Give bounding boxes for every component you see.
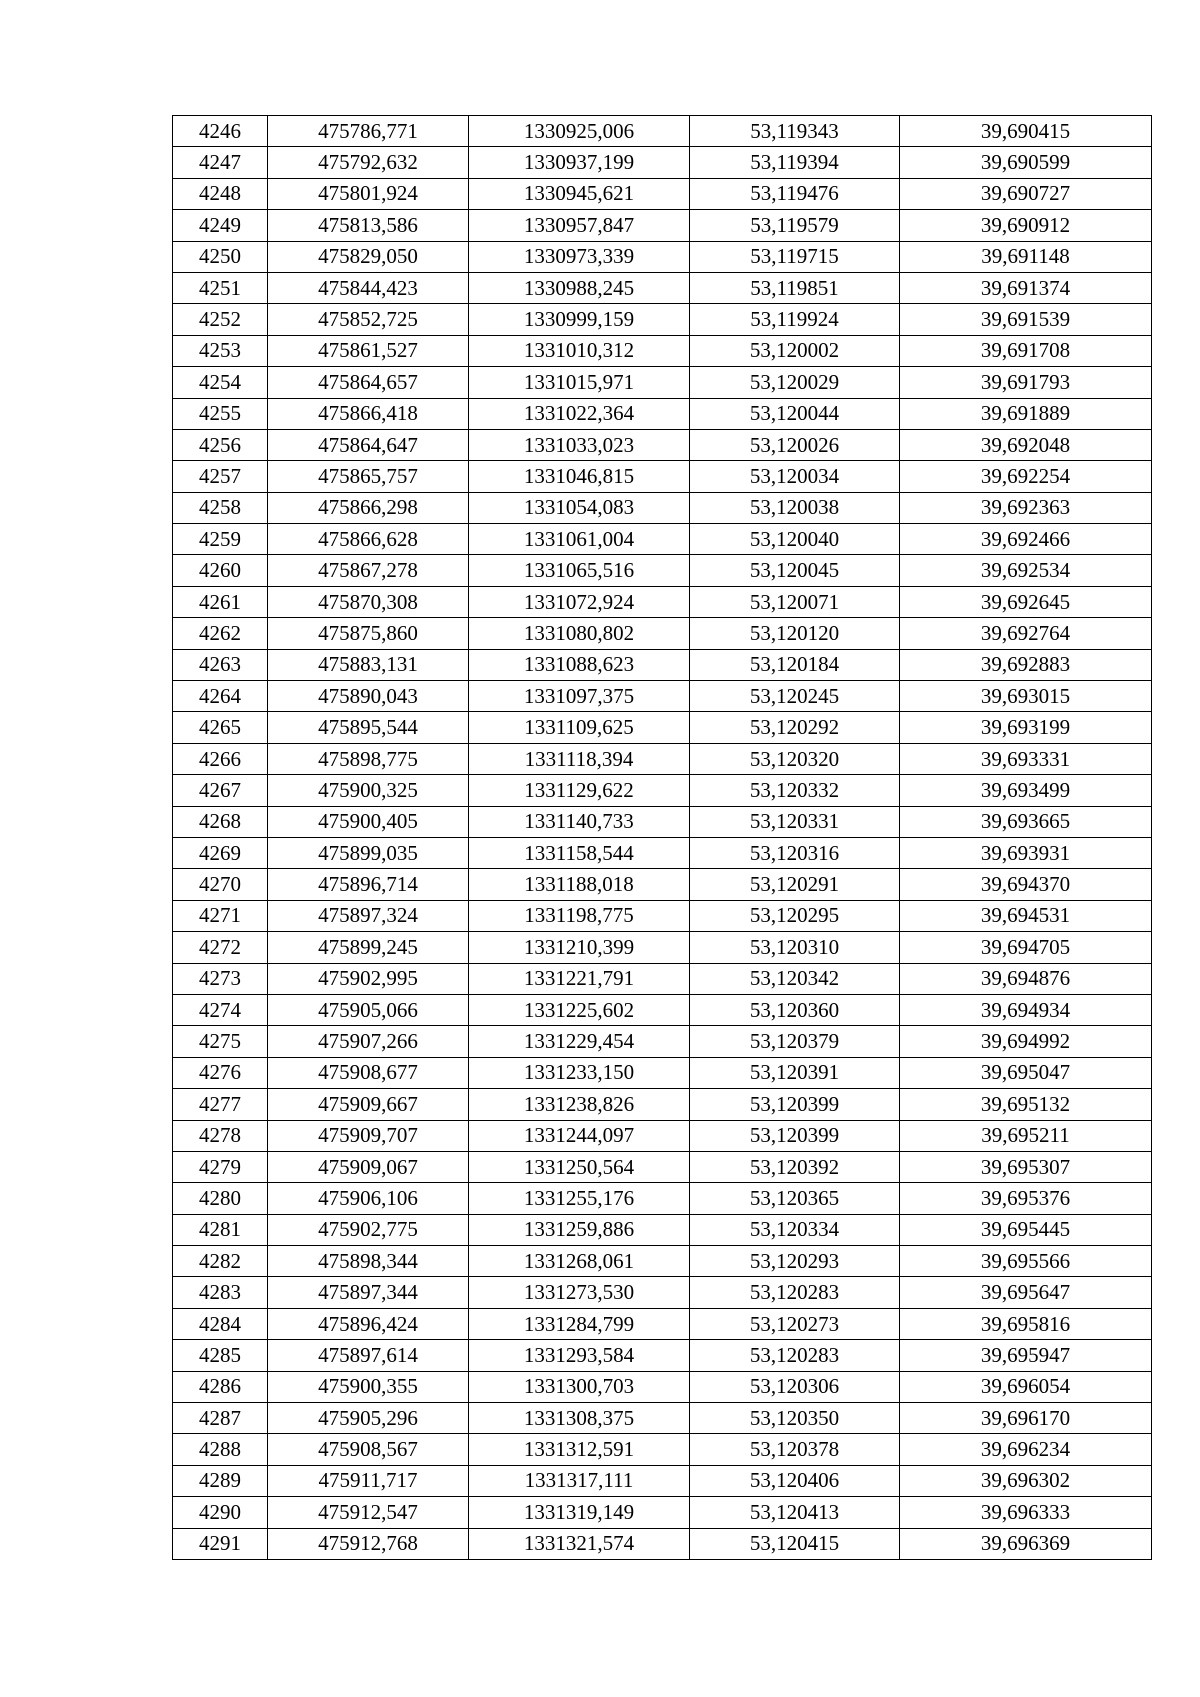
table-row	[173, 1434, 1152, 1465]
table-row	[173, 1026, 1152, 1057]
latitude-cell: 53,120360	[690, 994, 900, 1025]
point-number-cell: 4261	[173, 586, 268, 617]
point-number-cell: 4264	[173, 681, 268, 712]
y-coordinate-cell: 1331061,004	[469, 524, 690, 555]
y-coordinate-cell: 1331080,802	[469, 618, 690, 649]
latitude-cell: 53,120320	[690, 743, 900, 774]
y-coordinate-cell: 1331015,971	[469, 367, 690, 398]
table-row	[173, 712, 1152, 743]
x-coordinate-cell: 475896,714	[268, 869, 469, 900]
latitude-cell: 53,120295	[690, 900, 900, 931]
longitude-cell: 39,694992	[900, 1026, 1152, 1057]
point-number-cell: 4262	[173, 618, 268, 649]
point-number-cell: 4283	[173, 1277, 268, 1308]
point-number-cell: 4268	[173, 806, 268, 837]
x-coordinate-cell: 475911,717	[268, 1465, 469, 1496]
point-number-cell: 4269	[173, 837, 268, 868]
longitude-cell: 39,695816	[900, 1308, 1152, 1339]
table-row	[173, 461, 1152, 492]
longitude-cell: 39,694876	[900, 963, 1152, 994]
y-coordinate-cell: 1330945,621	[469, 178, 690, 209]
point-number-cell: 4253	[173, 335, 268, 366]
longitude-cell: 39,691708	[900, 335, 1152, 366]
table-row	[173, 524, 1152, 555]
point-number-cell: 4289	[173, 1465, 268, 1496]
point-number-cell: 4282	[173, 1246, 268, 1277]
y-coordinate-cell: 1331010,312	[469, 335, 690, 366]
point-number-cell: 4291	[173, 1528, 268, 1559]
longitude-cell: 39,695047	[900, 1057, 1152, 1088]
longitude-cell: 39,691539	[900, 304, 1152, 335]
x-coordinate-cell: 475909,707	[268, 1120, 469, 1151]
y-coordinate-cell: 1331046,815	[469, 461, 690, 492]
point-number-cell: 4260	[173, 555, 268, 586]
y-coordinate-cell: 1331229,454	[469, 1026, 690, 1057]
y-coordinate-cell: 1331033,023	[469, 429, 690, 460]
point-number-cell: 4276	[173, 1057, 268, 1088]
y-coordinate-cell: 1331188,018	[469, 869, 690, 900]
y-coordinate-cell: 1331319,149	[469, 1497, 690, 1528]
table-row	[173, 492, 1152, 523]
point-number-cell: 4248	[173, 178, 268, 209]
table-row	[173, 837, 1152, 868]
point-number-cell: 4258	[173, 492, 268, 523]
x-coordinate-cell: 475866,628	[268, 524, 469, 555]
latitude-cell: 53,120331	[690, 806, 900, 837]
table-row	[173, 649, 1152, 680]
y-coordinate-cell: 1331250,564	[469, 1151, 690, 1182]
x-coordinate-cell: 475902,995	[268, 963, 469, 994]
x-coordinate-cell: 475897,344	[268, 1277, 469, 1308]
table-row	[173, 1214, 1152, 1245]
point-number-cell: 4250	[173, 241, 268, 272]
y-coordinate-cell: 1331233,150	[469, 1057, 690, 1088]
longitude-cell: 39,695647	[900, 1277, 1152, 1308]
x-coordinate-cell: 475865,757	[268, 461, 469, 492]
table-row	[173, 1089, 1152, 1120]
latitude-cell: 53,120184	[690, 649, 900, 680]
point-number-cell: 4290	[173, 1497, 268, 1528]
latitude-cell: 53,120273	[690, 1308, 900, 1339]
table-row	[173, 178, 1152, 209]
y-coordinate-cell: 1330973,339	[469, 241, 690, 272]
y-coordinate-cell: 1331300,703	[469, 1371, 690, 1402]
longitude-cell: 39,695947	[900, 1340, 1152, 1371]
longitude-cell: 39,695566	[900, 1246, 1152, 1277]
point-number-cell: 4263	[173, 649, 268, 680]
x-coordinate-cell: 475898,344	[268, 1246, 469, 1277]
latitude-cell: 53,120026	[690, 429, 900, 460]
latitude-cell: 53,120292	[690, 712, 900, 743]
latitude-cell: 53,120283	[690, 1277, 900, 1308]
y-coordinate-cell: 1330988,245	[469, 272, 690, 303]
x-coordinate-cell: 475801,924	[268, 178, 469, 209]
x-coordinate-cell: 475852,725	[268, 304, 469, 335]
longitude-cell: 39,693665	[900, 806, 1152, 837]
longitude-cell: 39,695445	[900, 1214, 1152, 1245]
x-coordinate-cell: 475909,067	[268, 1151, 469, 1182]
point-number-cell: 4256	[173, 429, 268, 460]
x-coordinate-cell: 475861,527	[268, 335, 469, 366]
point-number-cell: 4274	[173, 994, 268, 1025]
point-number-cell: 4254	[173, 367, 268, 398]
latitude-cell: 53,120332	[690, 775, 900, 806]
longitude-cell: 39,693199	[900, 712, 1152, 743]
x-coordinate-cell: 475897,614	[268, 1340, 469, 1371]
table-row	[173, 586, 1152, 617]
longitude-cell: 39,692254	[900, 461, 1152, 492]
longitude-cell: 39,691889	[900, 398, 1152, 429]
point-number-cell: 4284	[173, 1308, 268, 1339]
longitude-cell: 39,690727	[900, 178, 1152, 209]
latitude-cell: 53,120334	[690, 1214, 900, 1245]
table-row	[173, 555, 1152, 586]
longitude-cell: 39,694705	[900, 932, 1152, 963]
latitude-cell: 53,120350	[690, 1403, 900, 1434]
longitude-cell: 39,695307	[900, 1151, 1152, 1182]
y-coordinate-cell: 1331312,591	[469, 1434, 690, 1465]
latitude-cell: 53,120029	[690, 367, 900, 398]
y-coordinate-cell: 1331255,176	[469, 1183, 690, 1214]
y-coordinate-cell: 1331022,364	[469, 398, 690, 429]
y-coordinate-cell: 1331308,375	[469, 1403, 690, 1434]
latitude-cell: 53,120293	[690, 1246, 900, 1277]
y-coordinate-cell: 1331129,622	[469, 775, 690, 806]
latitude-cell: 53,120342	[690, 963, 900, 994]
latitude-cell: 53,120316	[690, 837, 900, 868]
y-coordinate-cell: 1331140,733	[469, 806, 690, 837]
y-coordinate-cell: 1331293,584	[469, 1340, 690, 1371]
latitude-cell: 53,120040	[690, 524, 900, 555]
latitude-cell: 53,119715	[690, 241, 900, 272]
x-coordinate-cell: 475899,035	[268, 837, 469, 868]
longitude-cell: 39,695132	[900, 1089, 1152, 1120]
latitude-cell: 53,120071	[690, 586, 900, 617]
table-row	[173, 1308, 1152, 1339]
longitude-cell: 39,690912	[900, 210, 1152, 241]
x-coordinate-cell: 475899,245	[268, 932, 469, 963]
x-coordinate-cell: 475875,860	[268, 618, 469, 649]
latitude-cell: 53,119924	[690, 304, 900, 335]
latitude-cell: 53,120120	[690, 618, 900, 649]
table-row	[173, 775, 1152, 806]
x-coordinate-cell: 475786,771	[268, 116, 469, 147]
latitude-cell: 53,119851	[690, 272, 900, 303]
point-number-cell: 4277	[173, 1089, 268, 1120]
y-coordinate-cell: 1331065,516	[469, 555, 690, 586]
y-coordinate-cell: 1331238,826	[469, 1089, 690, 1120]
y-coordinate-cell: 1331088,623	[469, 649, 690, 680]
y-coordinate-cell: 1331072,924	[469, 586, 690, 617]
x-coordinate-cell: 475895,544	[268, 712, 469, 743]
latitude-cell: 53,120306	[690, 1371, 900, 1402]
longitude-cell: 39,693015	[900, 681, 1152, 712]
latitude-cell: 53,120406	[690, 1465, 900, 1496]
coordinates-table	[172, 115, 1152, 1560]
point-number-cell: 4270	[173, 869, 268, 900]
point-number-cell: 4280	[173, 1183, 268, 1214]
x-coordinate-cell: 475907,266	[268, 1026, 469, 1057]
longitude-cell: 39,696234	[900, 1434, 1152, 1465]
table-row	[173, 932, 1152, 963]
x-coordinate-cell: 475813,586	[268, 210, 469, 241]
point-number-cell: 4272	[173, 932, 268, 963]
table-row	[173, 1120, 1152, 1151]
x-coordinate-cell: 475905,296	[268, 1403, 469, 1434]
latitude-cell: 53,120044	[690, 398, 900, 429]
point-number-cell: 4279	[173, 1151, 268, 1182]
table-row	[173, 304, 1152, 335]
y-coordinate-cell: 1331259,886	[469, 1214, 690, 1245]
table-row	[173, 806, 1152, 837]
table-row	[173, 367, 1152, 398]
point-number-cell: 4278	[173, 1120, 268, 1151]
table-row	[173, 1371, 1152, 1402]
longitude-cell: 39,696302	[900, 1465, 1152, 1496]
point-number-cell: 4249	[173, 210, 268, 241]
table-row	[173, 1057, 1152, 1088]
y-coordinate-cell: 1331317,111	[469, 1465, 690, 1496]
point-number-cell: 4267	[173, 775, 268, 806]
table-row	[173, 1528, 1152, 1559]
table-row	[173, 1340, 1152, 1371]
latitude-cell: 53,120245	[690, 681, 900, 712]
x-coordinate-cell: 475864,657	[268, 367, 469, 398]
y-coordinate-cell: 1331198,775	[469, 900, 690, 931]
x-coordinate-cell: 475908,567	[268, 1434, 469, 1465]
y-coordinate-cell: 1330937,199	[469, 147, 690, 178]
table-row	[173, 1403, 1152, 1434]
y-coordinate-cell: 1331244,097	[469, 1120, 690, 1151]
table-row	[173, 398, 1152, 429]
latitude-cell: 53,120038	[690, 492, 900, 523]
longitude-cell: 39,690415	[900, 116, 1152, 147]
longitude-cell: 39,691148	[900, 241, 1152, 272]
latitude-cell: 53,120399	[690, 1120, 900, 1151]
longitude-cell: 39,693931	[900, 837, 1152, 868]
x-coordinate-cell: 475909,667	[268, 1089, 469, 1120]
table-row	[173, 1465, 1152, 1496]
point-number-cell: 4281	[173, 1214, 268, 1245]
x-coordinate-cell: 475905,066	[268, 994, 469, 1025]
y-coordinate-cell: 1330925,006	[469, 116, 690, 147]
table-row	[173, 272, 1152, 303]
y-coordinate-cell: 1330957,847	[469, 210, 690, 241]
longitude-cell: 39,692764	[900, 618, 1152, 649]
table-row	[173, 994, 1152, 1025]
x-coordinate-cell: 475898,775	[268, 743, 469, 774]
x-coordinate-cell: 475844,423	[268, 272, 469, 303]
longitude-cell: 39,694531	[900, 900, 1152, 931]
point-number-cell: 4288	[173, 1434, 268, 1465]
table-row	[173, 963, 1152, 994]
table-row	[173, 618, 1152, 649]
latitude-cell: 53,120365	[690, 1183, 900, 1214]
latitude-cell: 53,120391	[690, 1057, 900, 1088]
longitude-cell: 39,692645	[900, 586, 1152, 617]
latitude-cell: 53,119579	[690, 210, 900, 241]
x-coordinate-cell: 475866,418	[268, 398, 469, 429]
table-row	[173, 743, 1152, 774]
x-coordinate-cell: 475897,324	[268, 900, 469, 931]
point-number-cell: 4275	[173, 1026, 268, 1057]
x-coordinate-cell: 475908,677	[268, 1057, 469, 1088]
longitude-cell: 39,696333	[900, 1497, 1152, 1528]
latitude-cell: 53,119476	[690, 178, 900, 209]
longitude-cell: 39,692048	[900, 429, 1152, 460]
y-coordinate-cell: 1331210,399	[469, 932, 690, 963]
longitude-cell: 39,692466	[900, 524, 1152, 555]
point-number-cell: 4259	[173, 524, 268, 555]
table-row	[173, 241, 1152, 272]
x-coordinate-cell: 475912,547	[268, 1497, 469, 1528]
y-coordinate-cell: 1331118,394	[469, 743, 690, 774]
point-number-cell: 4247	[173, 147, 268, 178]
latitude-cell: 53,119343	[690, 116, 900, 147]
latitude-cell: 53,120045	[690, 555, 900, 586]
point-number-cell: 4286	[173, 1371, 268, 1402]
longitude-cell: 39,691374	[900, 272, 1152, 303]
point-number-cell: 4257	[173, 461, 268, 492]
x-coordinate-cell: 475883,131	[268, 649, 469, 680]
longitude-cell: 39,692534	[900, 555, 1152, 586]
x-coordinate-cell: 475864,647	[268, 429, 469, 460]
table-row	[173, 1151, 1152, 1182]
latitude-cell: 53,120392	[690, 1151, 900, 1182]
point-number-cell: 4287	[173, 1403, 268, 1434]
x-coordinate-cell: 475902,775	[268, 1214, 469, 1245]
point-number-cell: 4255	[173, 398, 268, 429]
x-coordinate-cell: 475900,405	[268, 806, 469, 837]
x-coordinate-cell: 475792,632	[268, 147, 469, 178]
latitude-cell: 53,120379	[690, 1026, 900, 1057]
x-coordinate-cell: 475896,424	[268, 1308, 469, 1339]
y-coordinate-cell: 1331321,574	[469, 1528, 690, 1559]
longitude-cell: 39,693331	[900, 743, 1152, 774]
point-number-cell: 4285	[173, 1340, 268, 1371]
y-coordinate-cell: 1331268,061	[469, 1246, 690, 1277]
table-row	[173, 681, 1152, 712]
latitude-cell: 53,120413	[690, 1497, 900, 1528]
y-coordinate-cell: 1331109,625	[469, 712, 690, 743]
longitude-cell: 39,691793	[900, 367, 1152, 398]
x-coordinate-cell: 475866,298	[268, 492, 469, 523]
table-row	[173, 335, 1152, 366]
table-row	[173, 147, 1152, 178]
table-row	[173, 210, 1152, 241]
y-coordinate-cell: 1331158,544	[469, 837, 690, 868]
x-coordinate-cell: 475912,768	[268, 1528, 469, 1559]
x-coordinate-cell: 475900,325	[268, 775, 469, 806]
latitude-cell: 53,120291	[690, 869, 900, 900]
longitude-cell: 39,696170	[900, 1403, 1152, 1434]
latitude-cell: 53,120415	[690, 1528, 900, 1559]
table-row	[173, 1277, 1152, 1308]
x-coordinate-cell: 475890,043	[268, 681, 469, 712]
y-coordinate-cell: 1331284,799	[469, 1308, 690, 1339]
y-coordinate-cell: 1330999,159	[469, 304, 690, 335]
latitude-cell: 53,120034	[690, 461, 900, 492]
latitude-cell: 53,120002	[690, 335, 900, 366]
longitude-cell: 39,692883	[900, 649, 1152, 680]
y-coordinate-cell: 1331221,791	[469, 963, 690, 994]
latitude-cell: 53,120399	[690, 1089, 900, 1120]
table-row	[173, 116, 1152, 147]
longitude-cell: 39,696054	[900, 1371, 1152, 1402]
longitude-cell: 39,690599	[900, 147, 1152, 178]
y-coordinate-cell: 1331054,083	[469, 492, 690, 523]
point-number-cell: 4251	[173, 272, 268, 303]
point-number-cell: 4252	[173, 304, 268, 335]
x-coordinate-cell: 475870,308	[268, 586, 469, 617]
latitude-cell: 53,120283	[690, 1340, 900, 1371]
point-number-cell: 4273	[173, 963, 268, 994]
y-coordinate-cell: 1331097,375	[469, 681, 690, 712]
x-coordinate-cell: 475906,106	[268, 1183, 469, 1214]
longitude-cell: 39,694934	[900, 994, 1152, 1025]
latitude-cell: 53,120378	[690, 1434, 900, 1465]
table-row	[173, 869, 1152, 900]
y-coordinate-cell: 1331225,602	[469, 994, 690, 1025]
table-row	[173, 900, 1152, 931]
table-row	[173, 1497, 1152, 1528]
table-row	[173, 1183, 1152, 1214]
longitude-cell: 39,693499	[900, 775, 1152, 806]
latitude-cell: 53,120310	[690, 932, 900, 963]
x-coordinate-cell: 475900,355	[268, 1371, 469, 1402]
point-number-cell: 4246	[173, 116, 268, 147]
longitude-cell: 39,694370	[900, 869, 1152, 900]
longitude-cell: 39,692363	[900, 492, 1152, 523]
point-number-cell: 4265	[173, 712, 268, 743]
table-row	[173, 429, 1152, 460]
x-coordinate-cell: 475867,278	[268, 555, 469, 586]
coordinates-table-body	[173, 116, 1152, 1560]
x-coordinate-cell: 475829,050	[268, 241, 469, 272]
longitude-cell: 39,695376	[900, 1183, 1152, 1214]
y-coordinate-cell: 1331273,530	[469, 1277, 690, 1308]
point-number-cell: 4271	[173, 900, 268, 931]
longitude-cell: 39,695211	[900, 1120, 1152, 1151]
table-row	[173, 1246, 1152, 1277]
longitude-cell: 39,696369	[900, 1528, 1152, 1559]
point-number-cell: 4266	[173, 743, 268, 774]
latitude-cell: 53,119394	[690, 147, 900, 178]
